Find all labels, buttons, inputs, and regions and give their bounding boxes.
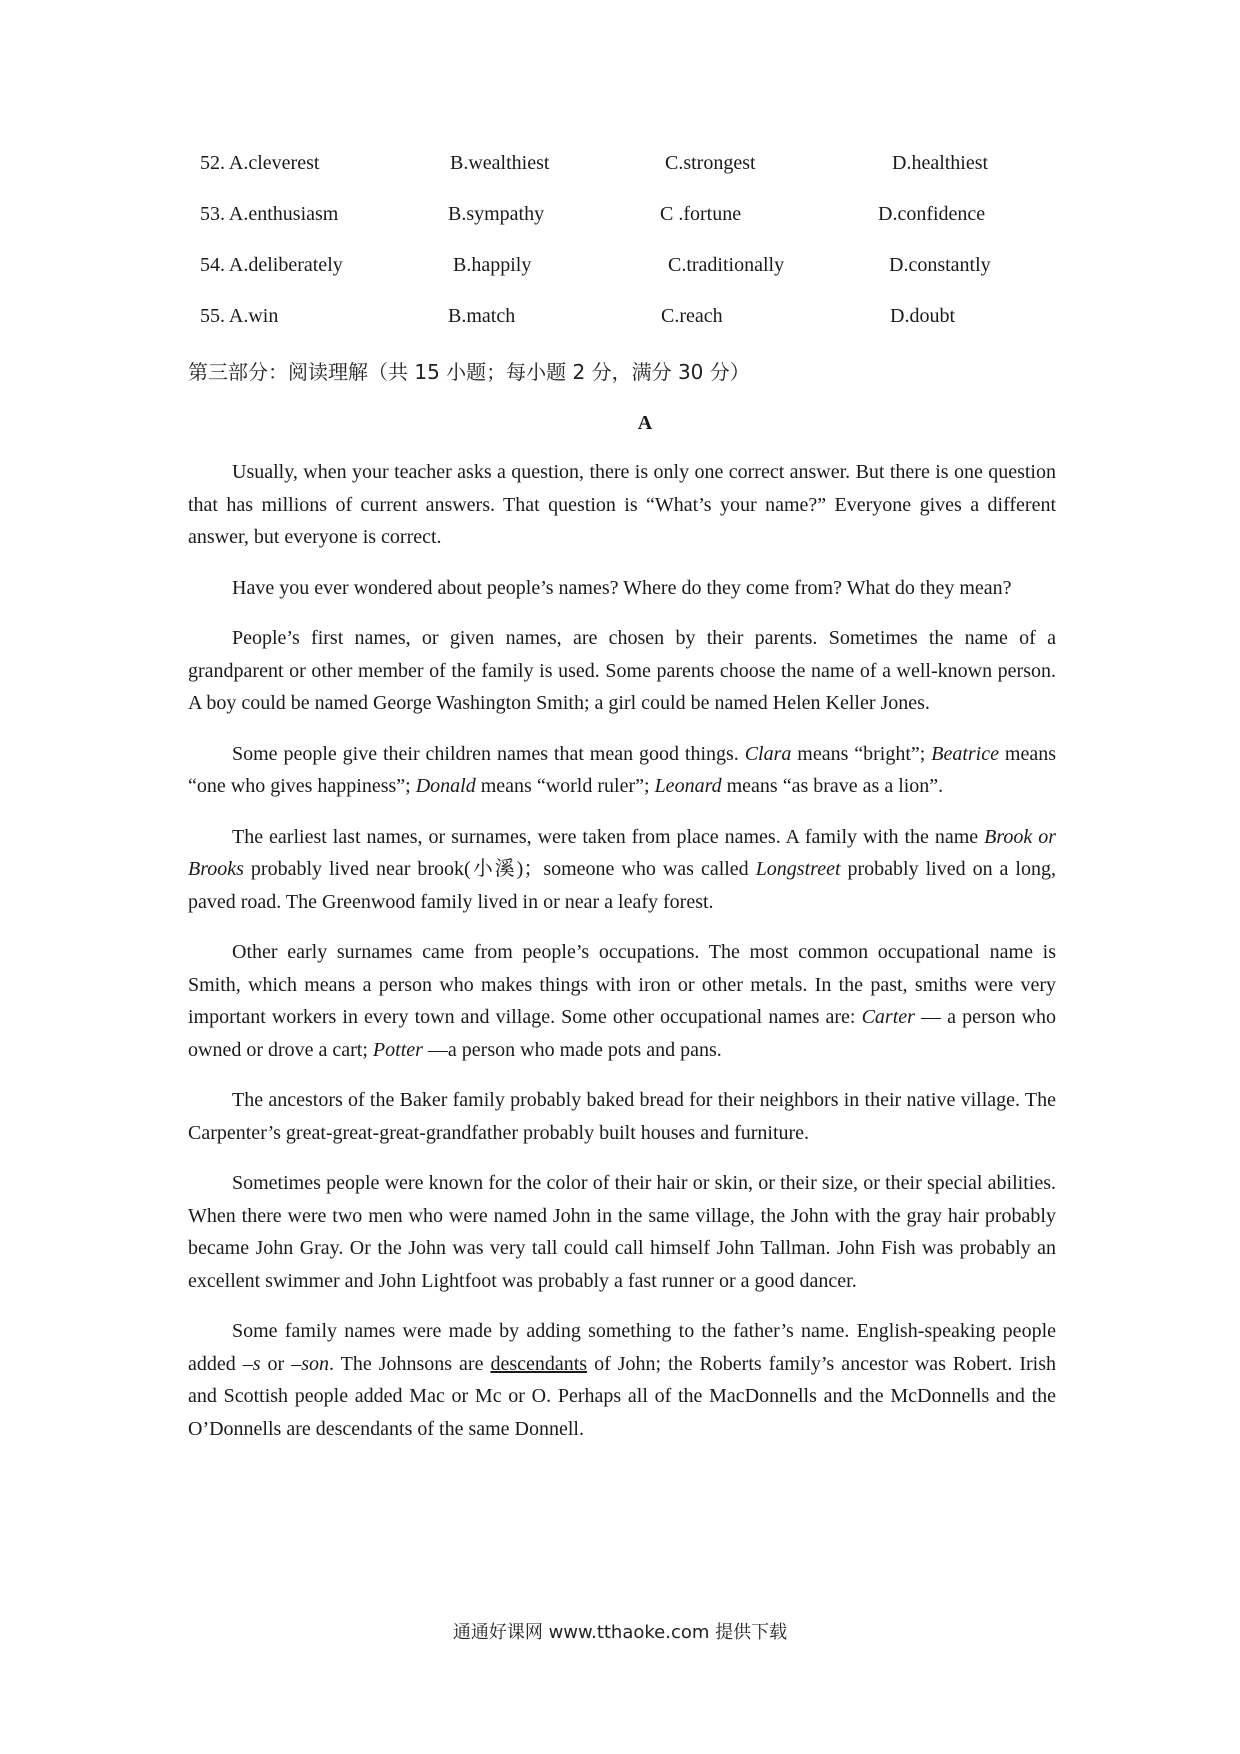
option-row-55 (200, 305, 1060, 356)
text-run: The earliest last names, or surnames, were taken from place names. A family with the name (232, 825, 985, 848)
paragraph-3: People’s first names, or given names, are chosen by their parents. Sometimes the name of a grandparent or other member of the family is used. Some parents choose the name of a well-known person. A boy could be named George Washington Smith; a girl could be named Helen Keller Jones. (188, 627, 1056, 714)
question-52-a (200, 152, 319, 175)
text-run: probably lived near brook(小溪)；someone who was called (243, 858, 756, 880)
option-a: A.deliberately (228, 254, 343, 276)
paragraph-7: The ancestors of the Baker family probably baked bread for their neighbors in their native village. The Carpenter’s great-great-great-grandfather probably built houses and furniture. (188, 1089, 1056, 1144)
option-c: C.reach (661, 305, 723, 327)
section-title: 第三部分：阅读理解（共 15 小题；每小题 2 分，满分 30 分） (188, 360, 750, 384)
text-run: Some people give their children names that mean good things. (232, 742, 745, 765)
text-run: or (260, 1352, 292, 1375)
text-run: . The Johnsons are (328, 1352, 491, 1375)
answer-options (200, 152, 1060, 356)
option-d: D.doubt (890, 305, 955, 327)
text-run: —a person who made pots and pans. (422, 1038, 722, 1061)
option-d: D.constantly (889, 254, 991, 276)
paragraph-6 (188, 936, 1056, 1066)
option-b: B.happily (453, 254, 532, 276)
option-b: B.sympathy (448, 203, 545, 225)
underlined-word-descendants: descendants (490, 1352, 588, 1375)
name-longstreet: Longstreet (755, 858, 841, 880)
option-c: C .fortune (660, 203, 742, 225)
option-d: D.healthiest (892, 152, 989, 174)
option-a: A.cleverest (228, 152, 320, 174)
name-carter: Carter (861, 1006, 915, 1028)
name-potter: Potter (372, 1038, 423, 1061)
option-b: B.wealthiest (450, 152, 550, 174)
question-number: 52. (200, 152, 225, 174)
reading-passage (188, 456, 1056, 1463)
question-55-a (200, 305, 278, 328)
paragraph-8: Sometimes people were known for the color of their hair or skin, or their size, or their special abilities. When there were two men who were named John in the same village, the John with the gray hair probably became John Gray. Or the John was very tall could call himself John Tallman. John Fish was probably an excellent swimmer and John Lightfoot was probably a fast runner or a good dancer. (188, 1172, 1056, 1292)
option-row-53 (200, 203, 1060, 254)
name-beatrice: Beatrice (931, 742, 999, 765)
option-row-54 (200, 254, 1060, 305)
option-c: C.strongest (665, 152, 756, 174)
text-run: Some family names were made by adding something to the father’s name. English-speaking people added (188, 1320, 1056, 1375)
paragraph-9 (188, 1315, 1056, 1445)
text-run: means “as brave as a lion”. (721, 775, 944, 797)
option-b: B.match (448, 305, 516, 327)
paragraph-2: Have you ever wondered about people’s names? Where do they come from? What do they mean? (232, 576, 1012, 599)
text-run: means “world ruler”; (475, 775, 655, 797)
question-number: 54. (200, 254, 225, 276)
suffix-s: –s (242, 1352, 261, 1375)
option-row-52 (200, 152, 1060, 203)
footer-watermark: 通通好课网 www.tthaoke.com 提供下载 (452, 1622, 788, 1643)
option-a: A.win (228, 305, 279, 327)
text-run: of John; the Roberts family’s ancestor was Robert. Irish and Scottish people added Mac or Mc or O. Perhaps all of the MacDonnells and the McDonnells and the O’Donnells are descendants of the same Donnell. (188, 1352, 1056, 1440)
paragraph-4 (188, 738, 1056, 803)
name-clara: Clara (744, 742, 792, 765)
question-number: 55. (200, 305, 225, 327)
text-run: — a person who owned or drove a cart; (188, 1006, 1056, 1061)
text-run: means “one who gives happiness”; (188, 742, 1056, 797)
passage-letter: A (637, 412, 653, 434)
suffix-son: –son (291, 1352, 329, 1375)
option-c: C.traditionally (668, 254, 785, 276)
option-d: D.confidence (878, 203, 986, 225)
paragraph-5 (188, 821, 1056, 919)
name-leonard: Leonard (654, 775, 722, 797)
text-run: means “bright”; (791, 742, 932, 765)
paragraph-1: Usually, when your teacher asks a question, there is only one correct answer. But there is one question that has millions of current answers. That question is “What’s your name?” Everyone gives a different answer, but everyone is correct. (188, 461, 1056, 548)
name-brook: Brook or Brooks (188, 825, 1056, 880)
question-54-a (200, 254, 343, 277)
question-number: 53. (200, 203, 225, 225)
question-53-a (200, 203, 338, 226)
text-run: Other early surnames came from people’s occupations. The most common occupational name is Smith, which means a person who makes things with iron or other metals. In the past, smiths were very important workers in every town and village. Some other occupational names are: (188, 941, 1056, 1028)
option-a: A.enthusiasm (228, 203, 339, 225)
name-donald: Donald (415, 775, 476, 797)
text-run: probably lived on a long, paved road. The Greenwood family lived in or near a leafy forest. (188, 858, 1056, 913)
